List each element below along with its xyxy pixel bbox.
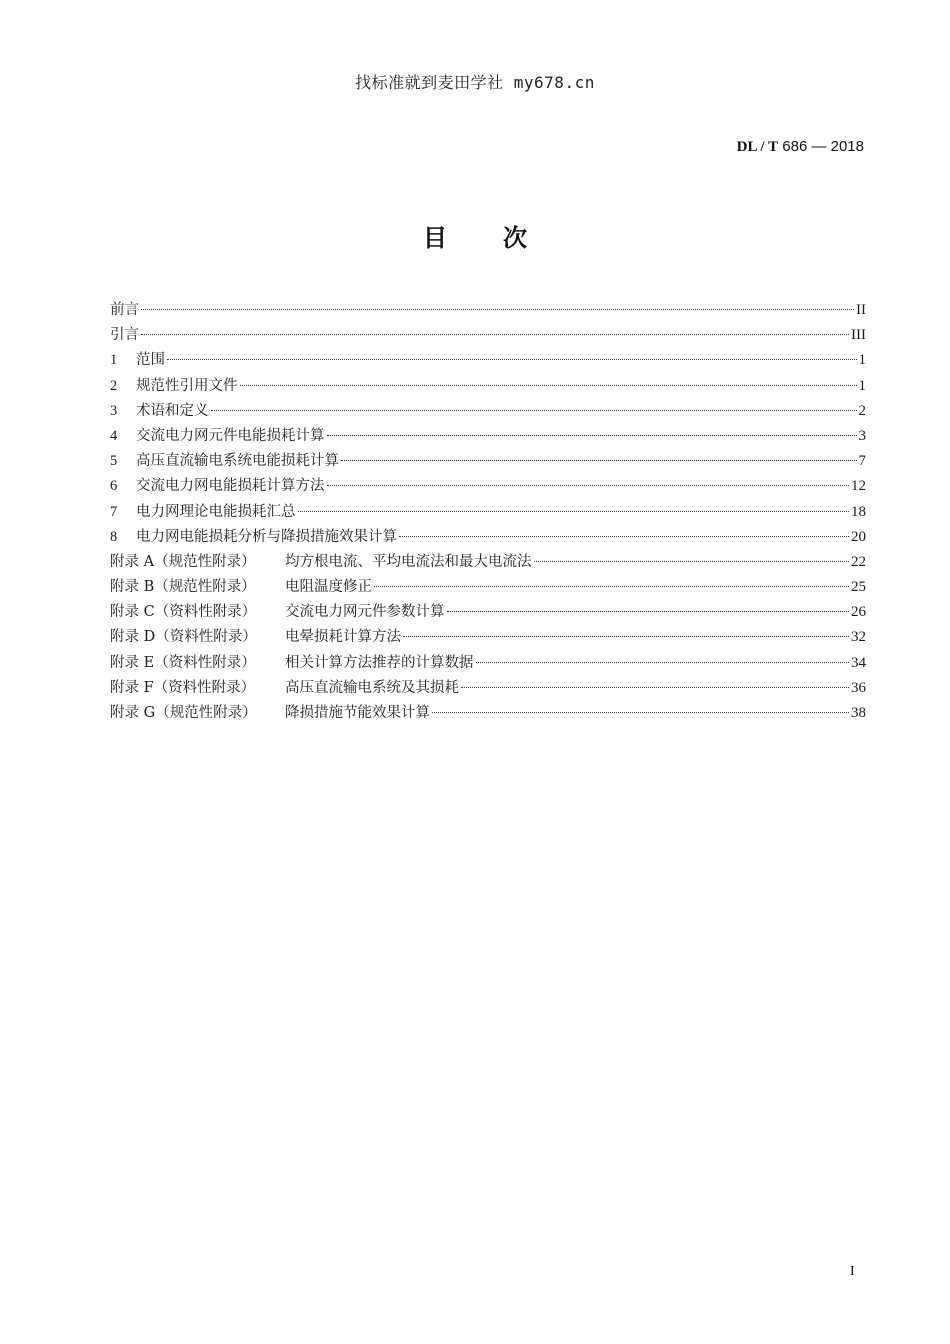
toc-number: 2 xyxy=(110,377,118,394)
dot-leader xyxy=(327,485,850,486)
dot-leader xyxy=(211,410,857,411)
toc-page: 3 xyxy=(858,427,866,444)
toc-entry-appendix[interactable] xyxy=(110,676,866,701)
toc-label: 引言 xyxy=(110,327,139,344)
toc-entry-appendix[interactable] xyxy=(110,651,866,676)
toc-page: 1 xyxy=(858,352,866,369)
toc-page: 1 xyxy=(858,377,866,394)
toc-page: II xyxy=(856,302,866,318)
toc-number: 7 xyxy=(110,503,118,520)
toc-page: 36 xyxy=(851,679,866,696)
appendix-prefix: 附录 E（资料性附录） xyxy=(110,654,256,671)
appendix-prefix: 附录 A（规范性附录） xyxy=(110,553,256,570)
dot-leader xyxy=(447,611,850,612)
toc-entry-chapter[interactable] xyxy=(110,424,866,449)
toc-page: III xyxy=(851,327,866,344)
dot-leader xyxy=(403,636,849,637)
dot-leader xyxy=(399,536,849,537)
dot-leader xyxy=(432,712,849,713)
toc-label: 交流电力网电能损耗计算方法 xyxy=(136,478,325,495)
toc-entry-introduction[interactable] xyxy=(110,323,866,348)
watermark-text: 找标准就到麦田学社 my678.cn xyxy=(355,73,595,92)
toc-page: 32 xyxy=(851,629,866,646)
toc-label: 相关计算方法推荐的计算数据 xyxy=(285,654,474,671)
dot-leader xyxy=(167,359,857,360)
toc-page: 12 xyxy=(851,478,866,495)
toc-page: 22 xyxy=(851,553,866,570)
page-title: 目次 xyxy=(423,224,583,252)
toc-label: 交流电力网元件电能损耗计算 xyxy=(136,427,325,444)
toc-label: 高压直流输电系统电能损耗计算 xyxy=(136,453,339,470)
toc-page: 7 xyxy=(858,453,866,470)
dot-leader xyxy=(240,385,857,386)
toc-entry-chapter[interactable] xyxy=(110,474,866,499)
dot-leader xyxy=(374,586,849,587)
toc-label: 规范性引用文件 xyxy=(136,377,238,394)
appendix-prefix: 附录 C（资料性附录） xyxy=(110,604,257,621)
toc-page: 20 xyxy=(851,528,866,545)
toc-number: 4 xyxy=(110,427,118,444)
dot-leader xyxy=(461,687,849,688)
dot-leader xyxy=(141,309,854,310)
toc-label: 电力网电能损耗分析与降损措施效果计算 xyxy=(136,528,397,545)
toc-entry-appendix[interactable] xyxy=(110,600,866,625)
dot-leader xyxy=(141,334,849,335)
dot-leader xyxy=(298,511,850,512)
toc-entry-chapter[interactable] xyxy=(110,449,866,474)
toc-number: 8 xyxy=(110,528,118,545)
appendix-prefix: 附录 B（规范性附录） xyxy=(110,579,256,596)
toc-page: 18 xyxy=(851,503,866,520)
toc-page: 25 xyxy=(851,579,866,596)
dot-leader xyxy=(476,662,850,663)
toc-entry-appendix[interactable] xyxy=(110,550,866,575)
appendix-prefix: 附录 F（资料性附录） xyxy=(110,679,256,696)
toc-label: 范围 xyxy=(136,352,165,369)
toc-number: 5 xyxy=(110,453,118,470)
toc-entry-foreword[interactable] xyxy=(110,298,866,323)
toc-label: 交流电力网元件参数计算 xyxy=(285,604,445,621)
table-of-contents xyxy=(110,298,866,726)
toc-entry-appendix[interactable] xyxy=(110,625,866,650)
dot-leader xyxy=(534,561,850,562)
toc-label: 降损措施节能效果计算 xyxy=(285,705,430,721)
toc-label: 电阻温度修正 xyxy=(285,579,372,596)
toc-label: 前言 xyxy=(110,302,139,318)
toc-page: 38 xyxy=(851,705,866,721)
dot-leader xyxy=(327,435,857,436)
toc-entry-chapter[interactable] xyxy=(110,500,866,525)
toc-entry-chapter[interactable] xyxy=(110,525,866,550)
toc-page: 34 xyxy=(851,654,866,671)
appendix-prefix: 附录 D（资料性附录） xyxy=(110,629,257,646)
standard-number: 686 — 2018 xyxy=(782,138,864,155)
footer-page-number: I xyxy=(850,1264,855,1279)
toc-number: 1 xyxy=(110,352,118,369)
toc-entry-chapter[interactable] xyxy=(110,374,866,399)
toc-label: 电力网理论电能损耗汇总 xyxy=(136,503,296,520)
toc-number: 6 xyxy=(110,478,118,495)
toc-entry-chapter[interactable] xyxy=(110,348,866,373)
standard-prefix: DL / T xyxy=(736,139,779,155)
toc-number: 3 xyxy=(110,402,118,419)
toc-entry-appendix[interactable] xyxy=(110,701,866,726)
toc-label: 电晕损耗计算方法 xyxy=(285,629,401,646)
standard-code xyxy=(737,138,864,156)
toc-label: 均方根电流、平均电流法和最大电流法 xyxy=(285,553,532,570)
toc-page: 26 xyxy=(851,604,866,621)
dot-leader xyxy=(341,460,857,461)
toc-entry-chapter[interactable] xyxy=(110,399,866,424)
toc-label: 术语和定义 xyxy=(136,402,209,419)
toc-page: 2 xyxy=(858,402,866,419)
toc-label: 高压直流输电系统及其损耗 xyxy=(285,679,459,696)
appendix-prefix: 附录 G（规范性附录） xyxy=(110,705,257,721)
toc-entry-appendix[interactable] xyxy=(110,575,866,600)
